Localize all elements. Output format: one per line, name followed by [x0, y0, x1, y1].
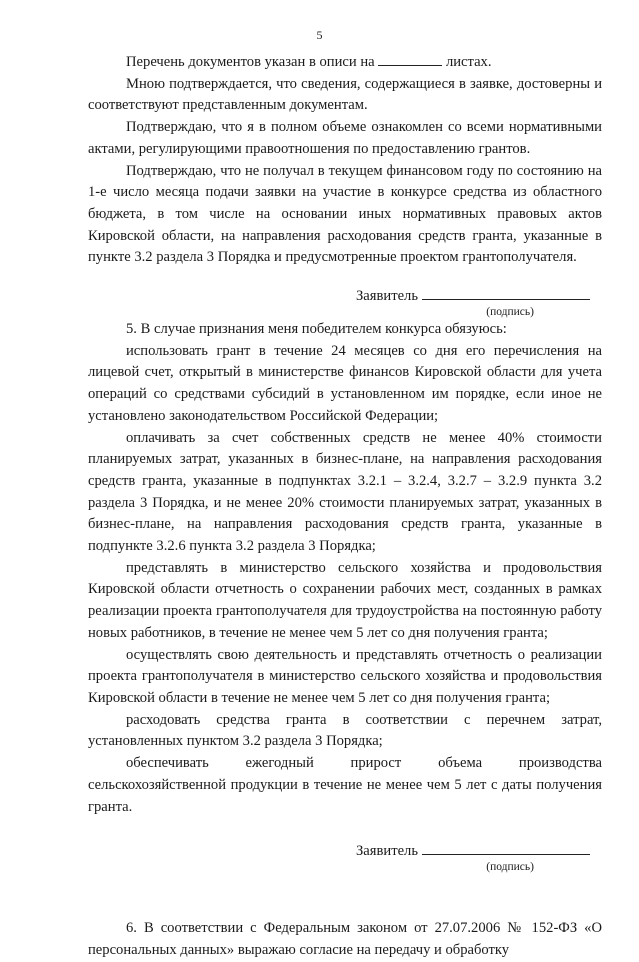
signature-label: Заявитель: [356, 843, 418, 860]
paragraph-activity-reporting: осуществлять свою деятельность и представлять отчетность о реализации проекта грантополучателя в министерство сельского хозяйства и продовольствия Кировской области в течение не менее чем 5 лет со дня получения гранта;: [88, 646, 602, 706]
blank-line: [378, 52, 442, 66]
paragraph-spending: расходовать средства гранта в соответствии с перечнем затрат, установленных пунктом 3.2 раздела 3 Порядка;: [88, 711, 602, 750]
signature-block-2: [88, 840, 602, 860]
signature-line: [422, 285, 590, 300]
paragraph-confirmation: Мною подтверждается, что сведения, содержащиеся в заявке, достоверны и соответствуют представленным документам.: [88, 75, 602, 114]
paragraph-personal-data: 6. В соответствии с Федеральным законом от 27.07.2006 № 152-ФЗ «О персональных данных» выражаю согласие на передачу и обработку: [88, 920, 602, 958]
paragraph-obligations-heading: 5. В случае признания меня победителем конкурса обязуюсь:: [126, 321, 507, 338]
paragraph-text: Перечень документов указан в описи на: [126, 54, 379, 70]
signature-label: Заявитель: [356, 288, 418, 305]
paragraph-text: листах.: [442, 54, 492, 70]
paragraph-growth: обеспечивать ежегодный прирост объема производства сельскохозяйственной продукции в течение не менее чем 5 лет с даты получения гранта.: [88, 755, 602, 815]
page-number: 5: [316, 28, 323, 42]
signature-block: [88, 285, 602, 305]
document-body: [88, 52, 602, 962]
signature-line: [422, 840, 590, 855]
signature-caption: (подпись): [486, 306, 534, 319]
paragraph-reporting-jobs: представлять в министерство сельского хозяйства и продовольствия Кировской области отчетность о сохранении рабочих мест, созданных в рамках реализации проекта грантополучателя для трудоустройства на постоянную работу новых работников, в течение не менее чем 5 лет со дня получения гранта;: [88, 559, 602, 641]
signature-caption: (подпись): [486, 861, 534, 874]
paragraph-use-grant: использовать грант в течение 24 месяцев со дня его перечисления на лицевой счет, открытый в министерстве финансов Кировской области для учета операций со средствами субсидий в установленном им порядке, если иное не установлено законодательством Российской Федерации;: [88, 342, 602, 424]
paragraph-acquainted: Подтверждаю, что я в полном объеме ознакомлен со всеми нормативными актами, регулирующими правоотношения по предоставлению грантов.: [88, 119, 602, 157]
paragraph-documents-list: [88, 52, 602, 74]
paragraph-no-funds: Подтверждаю, что не получал в текущем финансовом году по состоянию на 1-е число месяца подачи заявки на участие в конкурсе средства из областного бюджета, в том числе на основании иных нормативных правовых актов Кировской области, на направления расходования средств гранта, указанные в пункте 3.2 раздела 3 Порядка и предусмотренные проектом грантополучателя.: [88, 162, 602, 266]
paragraph-own-funds: оплачивать за счет собственных средств не менее 40% стоимости планируемых затрат, указанных в бизнес-плане, на направления расходования средств гранта, указанные в подпунктах 3.2.1 – 3.2.4, 3.2.7 – 3.2.9 пункта 3.2 раздела 3 Порядка, и не менее 20% стоимости планируемых затрат, указанных в бизнес-плане, на направления расходования средств гранта, указанные в подпункте 3.2.6 пункта 3.2 раздела 3 Порядка;: [88, 429, 602, 555]
